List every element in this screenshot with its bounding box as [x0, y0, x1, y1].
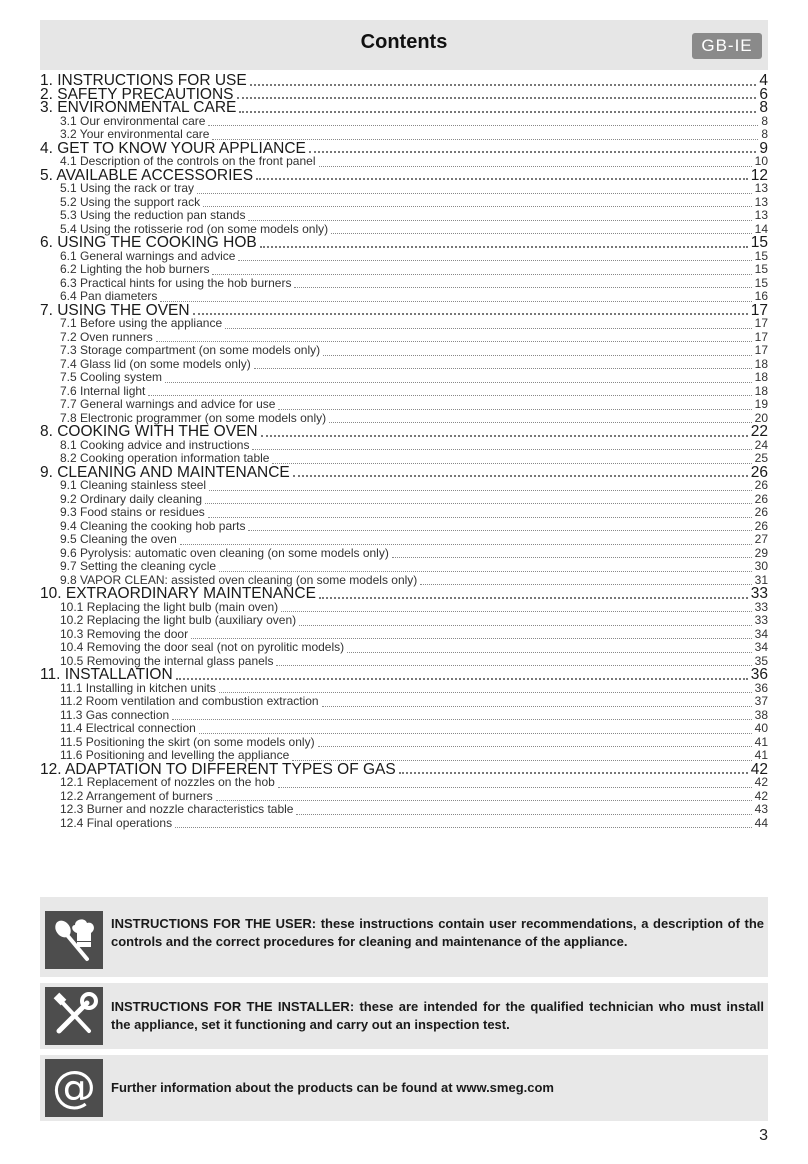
toc-entry-page: 8	[761, 128, 768, 141]
toc-chapter[interactable]	[40, 74, 768, 88]
toc-chapter[interactable]	[40, 763, 768, 777]
toc-entry-title: 6.1 General warnings and advice	[60, 249, 236, 263]
leader-dots	[292, 757, 751, 761]
toc-entry-title: 7.6 Internal light	[60, 384, 146, 398]
toc-entry-title: 7.5 Cooling system	[60, 371, 163, 384]
toc-entry-page: 13	[754, 182, 768, 195]
table-of-contents	[40, 74, 768, 830]
toc-entry-title: 7.1 Before using the appliance	[60, 317, 223, 330]
toc-entry-page: 19	[754, 398, 768, 411]
leader-dots	[205, 500, 752, 504]
installer-instructions-text: INSTRUCTIONS FOR THE INSTALLER: these are intended for the qualified technician who must install the appliance, set it functioning and carry out an inspection test.	[111, 999, 764, 1032]
leader-dots	[272, 460, 751, 464]
leader-dots	[293, 473, 748, 477]
leader-dots	[239, 109, 756, 113]
toc-entry-page: 17	[750, 303, 768, 317]
toc-chapter[interactable]	[40, 169, 768, 183]
leader-dots	[193, 311, 748, 315]
leader-dots	[156, 338, 752, 342]
leader-dots	[296, 811, 751, 815]
toc-entry-page: 41	[754, 735, 768, 749]
leader-dots	[420, 581, 751, 585]
toc-entry-title: 9.2 Ordinary daily cleaning	[60, 492, 203, 506]
leader-dots	[203, 203, 752, 207]
toc-entry-title: 10.3 Removing the door	[60, 627, 189, 641]
leader-dots	[278, 784, 752, 788]
leader-dots	[209, 487, 752, 491]
toc-section[interactable]	[40, 736, 768, 750]
toc-section[interactable]	[40, 331, 768, 345]
toc-entry-title: 6. USING THE COOKING HOB	[40, 236, 257, 250]
toc-entry-page: 8	[759, 101, 768, 115]
toc-entry-page: 33	[754, 614, 768, 627]
toc-entry-title: 9.8 VAPOR CLEAN: assisted oven cleaning (on some models only)	[60, 573, 418, 587]
toc-entry-page: 18	[754, 371, 768, 384]
chef-spoon-icon	[45, 911, 103, 969]
toc-chapter[interactable]	[40, 668, 768, 682]
toc-section[interactable]	[40, 547, 768, 561]
toc-entry-title: 3.1 Our environmental care	[60, 114, 206, 128]
toc-section[interactable]	[40, 209, 768, 223]
further-info-text: Further information about the products can be found at www.smeg.com	[111, 1080, 554, 1095]
toc-entry-page: 15	[750, 236, 768, 250]
toc-entry-title: 7.4 Glass lid (on some models only)	[60, 357, 251, 371]
toc-entry-title: 5. AVAILABLE ACCESSORIES	[40, 168, 254, 182]
toc-section[interactable]	[40, 560, 768, 574]
toc-section[interactable]	[40, 439, 768, 453]
toc-entry-page: 15	[754, 263, 768, 276]
leader-dots	[261, 433, 748, 437]
toc-entry-title: 7.2 Oven runners	[60, 330, 153, 344]
leader-dots	[256, 176, 748, 180]
leader-dots	[176, 676, 748, 680]
toc-section[interactable]	[40, 398, 768, 412]
toc-entry-title: 6.3 Practical hints for using the hob burners	[60, 276, 292, 290]
language-badge: GB-IE	[692, 33, 762, 59]
toc-entry-page: 36	[750, 668, 768, 682]
leader-dots	[219, 568, 752, 572]
toc-entry-page: 35	[754, 654, 768, 668]
toc-entry-page: 37	[754, 695, 768, 708]
toc-entry-page: 40	[754, 722, 768, 735]
toc-chapter[interactable]	[40, 466, 768, 480]
toc-chapter[interactable]	[40, 236, 768, 250]
toc-section[interactable]	[40, 628, 768, 642]
leader-dots	[199, 730, 752, 734]
toc-section[interactable]	[40, 722, 768, 736]
leader-dots	[331, 230, 752, 234]
leader-dots	[248, 527, 751, 531]
leader-dots	[252, 446, 751, 450]
leader-dots	[276, 662, 751, 666]
leader-dots	[281, 608, 752, 612]
toc-chapter[interactable]	[40, 101, 768, 115]
toc-chapter[interactable]	[40, 304, 768, 318]
toc-section[interactable]	[40, 182, 768, 196]
toc-entry-page: 17	[754, 344, 768, 357]
toc-section[interactable]	[40, 155, 768, 169]
toc-entry-title: 6.4 Pan diameters	[60, 290, 158, 303]
toc-entry-page: 38	[754, 708, 768, 722]
toc-section[interactable]	[40, 250, 768, 264]
toc-entry-title: 9.1 Cleaning stainless steel	[60, 479, 207, 492]
leader-dots	[165, 379, 752, 383]
toc-entry-title: 9.3 Food stains or residues	[60, 506, 205, 519]
leader-dots	[191, 635, 752, 639]
toc-section[interactable]	[40, 371, 768, 385]
toc-section[interactable]	[40, 601, 768, 615]
toc-chapter[interactable]	[40, 88, 768, 102]
toc-entry-page: 25	[754, 452, 768, 465]
toc-section[interactable]	[40, 790, 768, 804]
leader-dots	[208, 122, 758, 126]
toc-entry-title: 2. SAFETY PRECAUTIONS	[40, 87, 234, 101]
toc-entry-title: 11.1 Installing in kitchen units	[60, 681, 216, 695]
toc-entry-page: 24	[754, 438, 768, 452]
leader-dots	[318, 743, 752, 747]
leader-dots	[225, 325, 752, 329]
contents-header	[40, 20, 768, 70]
toc-entry-page: 4	[759, 74, 768, 88]
leader-dots	[219, 689, 752, 693]
toc-entry-title: 3. ENVIRONMENTAL CARE	[40, 101, 237, 115]
toc-entry-page: 10	[754, 155, 768, 168]
leader-dots	[322, 703, 752, 707]
leader-dots	[216, 797, 752, 801]
leader-dots	[299, 622, 752, 626]
toc-entry-page: 9	[759, 141, 768, 155]
toc-entry-page: 29	[754, 546, 768, 560]
page-title: Contents	[360, 31, 448, 53]
toc-entry-page: 30	[754, 560, 768, 573]
toc-entry-title: 5.4 Using the rotisserie rod (on some models only)	[60, 222, 329, 236]
toc-entry-page: 43	[754, 803, 768, 816]
leader-dots	[250, 82, 757, 86]
toc-entry-page: 27	[754, 533, 768, 546]
toc-section[interactable]	[40, 479, 768, 493]
leader-dots	[254, 365, 752, 369]
toc-entry-title: 10.1 Replacing the light bulb (main oven)	[60, 600, 279, 614]
toc-entry-page: 15	[754, 249, 768, 263]
toc-entry-title: 7.3 Storage compartment (on some models only)	[60, 344, 321, 357]
toc-section[interactable]	[40, 817, 768, 831]
toc-entry-page: 6	[759, 87, 768, 101]
toc-section[interactable]	[40, 493, 768, 507]
toc-entry-page: 12	[750, 168, 768, 182]
toc-section[interactable]	[40, 574, 768, 588]
toc-entry-page: 26	[754, 519, 768, 533]
toc-section[interactable]	[40, 506, 768, 520]
toc-entry-page: 14	[754, 222, 768, 236]
toc-entry-title: 7. USING THE OVEN	[40, 303, 190, 317]
toc-entry-page: 17	[754, 317, 768, 330]
toc-entry-page: 31	[754, 573, 768, 587]
toc-entry-title: 11.6 Positioning and levelling the appliance	[60, 749, 290, 762]
leader-dots	[319, 163, 752, 167]
toc-section[interactable]	[40, 317, 768, 331]
toc-chapter[interactable]	[40, 425, 768, 439]
toc-entry-page: 41	[754, 749, 768, 762]
leader-dots	[238, 257, 751, 261]
toc-section[interactable]	[40, 682, 768, 696]
leader-dots	[248, 217, 751, 221]
toc-section[interactable]	[40, 115, 768, 129]
toc-entry-title: 11. INSTALLATION	[40, 668, 173, 682]
toc-entry-page: 16	[754, 290, 768, 303]
toc-entry-page: 34	[754, 641, 768, 654]
toc-entry-title: 4.1 Description of the controls on the front panel	[60, 155, 316, 168]
toc-entry-title: 5.3 Using the reduction pan stands	[60, 209, 246, 222]
toc-entry-title: 9.6 Pyrolysis: automatic oven cleaning (on some models only)	[60, 546, 389, 560]
toc-section[interactable]	[40, 749, 768, 763]
toc-section[interactable]	[40, 803, 768, 817]
toc-section[interactable]	[40, 695, 768, 709]
toc-section[interactable]	[40, 412, 768, 426]
leader-dots	[329, 419, 752, 423]
toc-entry-title: 8.1 Cooking advice and instructions	[60, 438, 250, 452]
toc-section[interactable]	[40, 709, 768, 723]
toc-entry-title: 1. INSTRUCTIONS FOR USE	[40, 74, 247, 88]
user-instructions-text: INSTRUCTIONS FOR THE USER: these instructions contain user recommendations, a description of the controls and the correct procedures for cleaning and maintenance of the appliance.	[111, 916, 764, 949]
leader-dots	[309, 149, 756, 153]
toc-entry-title: 9. CLEANING AND MAINTENANCE	[40, 465, 290, 479]
toc-entry-page: 13	[754, 209, 768, 222]
toc-entry-title: 12.3 Burner and nozzle characteristics table	[60, 803, 294, 816]
toc-section[interactable]	[40, 196, 768, 210]
toc-entry-title: 9.7 Setting the cleaning cycle	[60, 560, 217, 573]
leader-dots	[278, 406, 751, 410]
page-number: 3	[759, 1127, 768, 1144]
leader-dots	[175, 824, 752, 828]
toc-entry-page: 26	[750, 465, 768, 479]
toc-chapter[interactable]	[40, 587, 768, 601]
at-icon: @	[45, 1059, 103, 1117]
leader-dots	[180, 541, 752, 545]
toc-entry-title: 12.1 Replacement of nozzles on the hob	[60, 776, 275, 789]
toc-entry-page: 22	[750, 425, 768, 439]
toc-entry-page: 42	[754, 776, 768, 789]
leader-dots	[392, 554, 752, 558]
leader-dots	[237, 95, 757, 99]
toc-entry-page: 26	[754, 479, 768, 492]
toc-entry-page: 26	[754, 506, 768, 519]
toc-entry-page: 44	[754, 816, 768, 830]
leader-dots	[212, 136, 758, 140]
toc-entry-title: 10.2 Replacing the light bulb (auxiliary oven)	[60, 614, 297, 627]
toc-entry-title: 12. ADAPTATION TO DIFFERENT TYPES OF GAS	[40, 762, 396, 776]
toc-section[interactable]	[40, 385, 768, 399]
toc-section[interactable]	[40, 128, 768, 142]
toc-entry-page: 36	[754, 681, 768, 695]
toc-entry-title: 8.2 Cooking operation information table	[60, 452, 270, 465]
toc-entry-title: 3.2 Your environmental care	[60, 128, 210, 141]
toc-section[interactable]	[40, 263, 768, 277]
leader-dots	[347, 649, 751, 653]
toc-entry-title: 11.4 Electrical connection	[60, 722, 196, 735]
toc-entry-title: 9.5 Cleaning the oven	[60, 533, 177, 546]
leader-dots	[197, 190, 752, 194]
toc-entry-page: 42	[750, 762, 768, 776]
toc-entry-title: 11.2 Room ventilation and combustion extraction	[60, 695, 319, 708]
toc-entry-title: 11.5 Positioning the skirt (on some models only)	[60, 735, 315, 749]
toc-entry-title: 6.2 Lighting the hob burners	[60, 263, 210, 276]
leader-dots	[148, 392, 751, 396]
leader-dots	[160, 298, 751, 302]
leader-dots	[260, 244, 748, 248]
toc-entry-title: 10.4 Removing the door seal (not on pyrolitic models)	[60, 641, 345, 654]
toc-section[interactable]	[40, 358, 768, 372]
leader-dots	[172, 716, 751, 720]
toc-entry-page: 26	[754, 492, 768, 506]
toc-entry-title: 10. EXTRAORDINARY MAINTENANCE	[40, 587, 316, 601]
toc-entry-page: 42	[754, 789, 768, 803]
toc-entry-page: 15	[754, 276, 768, 290]
toc-entry-title: 5.2 Using the support rack	[60, 195, 201, 209]
toc-entry-page: 18	[754, 384, 768, 398]
toc-entry-title: 11.3 Gas connection	[60, 708, 170, 722]
user-instructions-box	[40, 897, 768, 977]
toc-entry-page: 33	[750, 587, 768, 601]
toc-entry-title: 8. COOKING WITH THE OVEN	[40, 425, 258, 439]
toc-entry-title: 12.4 Final operations	[60, 816, 173, 830]
toc-section[interactable]	[40, 452, 768, 466]
toc-entry-title: 5.1 Using the rack or tray	[60, 182, 195, 195]
leader-dots	[319, 595, 748, 599]
leader-dots	[399, 770, 748, 774]
toc-section[interactable]	[40, 290, 768, 304]
toc-entry-page: 17	[754, 330, 768, 344]
leader-dots	[212, 271, 751, 275]
leader-dots	[294, 284, 751, 288]
toc-chapter[interactable]	[40, 142, 768, 156]
toc-entry-page: 20	[754, 411, 768, 425]
toc-section[interactable]	[40, 614, 768, 628]
leader-dots	[323, 352, 752, 356]
toc-entry-page: 8	[761, 114, 768, 128]
toc-entry-page: 13	[754, 195, 768, 209]
toc-entry-title: 10.5 Removing the internal glass panels	[60, 654, 274, 668]
toc-section[interactable]	[40, 533, 768, 547]
toc-section[interactable]	[40, 655, 768, 669]
toc-section[interactable]	[40, 223, 768, 237]
toc-section[interactable]	[40, 641, 768, 655]
tools-icon	[45, 987, 103, 1045]
toc-entry-page: 33	[754, 600, 768, 614]
installer-instructions-box	[40, 983, 768, 1049]
toc-entry-title: 12.2 Arrangement of burners	[60, 789, 213, 803]
toc-entry-title: 4. GET TO KNOW YOUR APPLIANCE	[40, 141, 306, 155]
toc-section[interactable]	[40, 344, 768, 358]
toc-entry-title: 7.8 Electronic programmer (on some models only)	[60, 411, 327, 425]
toc-section[interactable]	[40, 776, 768, 790]
toc-section[interactable]	[40, 520, 768, 534]
further-info-box	[40, 1055, 768, 1121]
toc-entry-title: 9.4 Cleaning the cooking hob parts	[60, 519, 246, 533]
toc-entry-page: 34	[754, 627, 768, 641]
leader-dots	[208, 514, 752, 518]
toc-entry-page: 18	[754, 357, 768, 371]
toc-entry-title: 7.7 General warnings and advice for use	[60, 398, 276, 411]
toc-section[interactable]	[40, 277, 768, 291]
